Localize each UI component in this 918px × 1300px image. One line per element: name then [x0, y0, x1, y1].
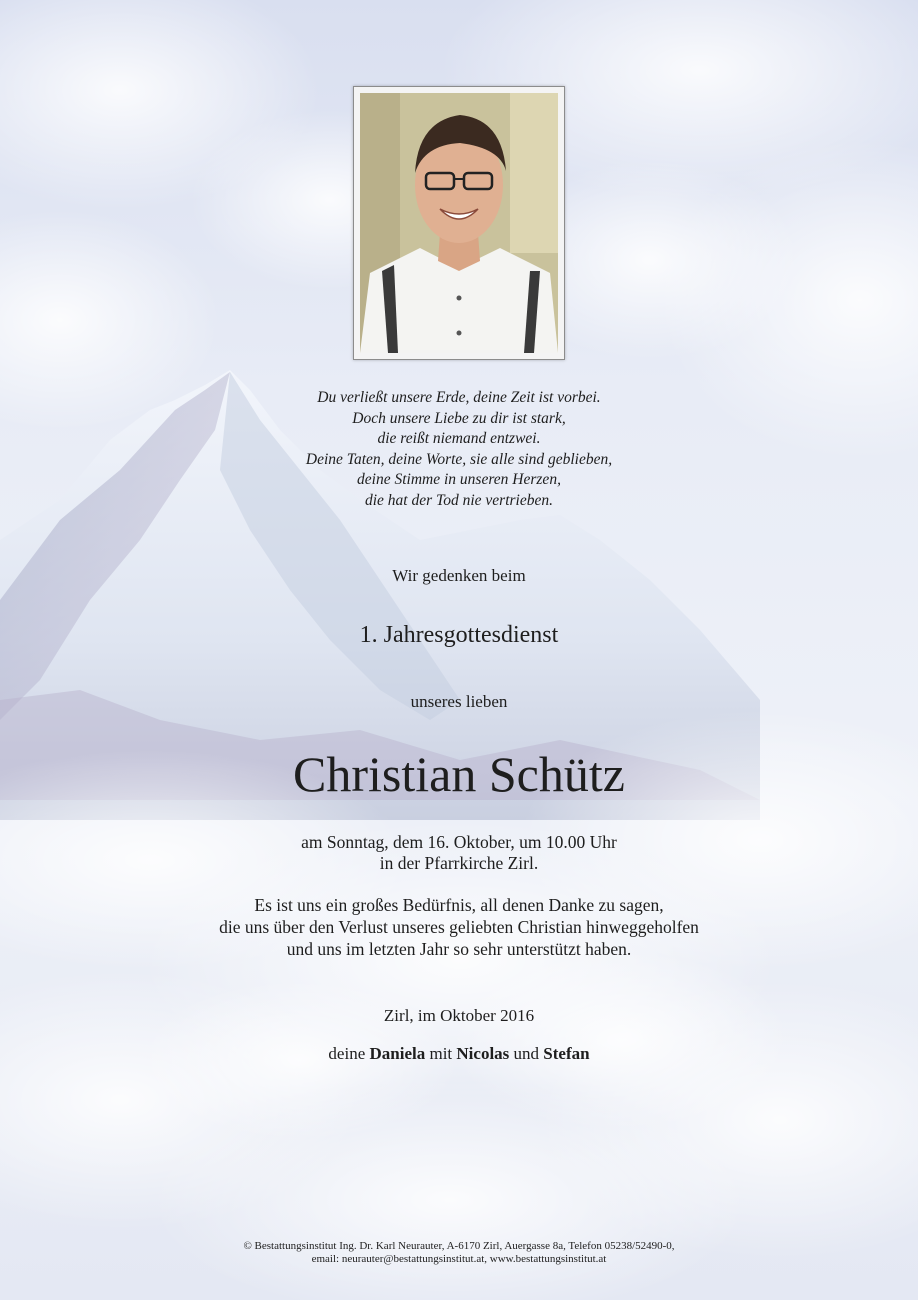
place-date: Zirl, im Oktober 2016: [383, 1006, 535, 1025]
family-name-stefan: Stefan: [543, 1044, 590, 1063]
thanks-line: und uns im letzten Jahr so sehr unterstützt haben.: [286, 939, 632, 959]
thanks-text: [0, 894, 918, 960]
poem-line: Du verließt unsere Erde, deine Zeit ist vorbei.: [317, 389, 601, 406]
footer-address: © Bestattungsinstitut Ing. Dr. Karl Neurauter, A-6170 Zirl, Auergasse 8a, Telefon 05238/52490-0,: [243, 1240, 675, 1252]
signature: [0, 1044, 918, 1064]
poem-line: die hat der Tod nie vertrieben.: [365, 491, 553, 509]
signature-text: mit: [425, 1044, 457, 1063]
thanks-line: Es ist uns ein großes Bedürfnis, all denen Danke zu sagen,: [254, 895, 664, 915]
poem-line: die reißt niemand entzwei.: [377, 430, 541, 447]
signature-text: und: [509, 1044, 544, 1063]
service-location: in der Pfarrkirche Zirl.: [379, 853, 539, 873]
footer: [0, 1240, 918, 1266]
loved-text: unseres lieben: [410, 692, 508, 711]
portrait-photo: [360, 93, 558, 353]
thanks-line: die uns über den Verlust unseres geliebten Christian hinweggeholfen: [219, 917, 699, 937]
signature-text: deine: [328, 1044, 370, 1063]
service-title: 1. Jahresgottesdienst: [359, 622, 559, 648]
poem-line: Deine Taten, deine Worte, sie alle sind geblieben,: [305, 450, 613, 468]
memorial-poem: [200, 388, 718, 511]
poem-line: Doch unsere Liebe zu dir ist stark,: [352, 409, 566, 427]
family-name-nicolas: Nicolas: [456, 1044, 510, 1063]
deceased-name: Christian Schütz: [293, 746, 625, 802]
poem-line: deine Stimme in unseren Herzen,: [357, 471, 561, 488]
service-date: am Sonntag, dem 16. Oktober, um 10.00 Uhr: [301, 832, 617, 852]
portrait-frame: [353, 86, 565, 360]
footer-contact: email: neurauter@bestattungsinstitut.at, www.bestattungsinstitut.at: [311, 1253, 607, 1265]
intro-text: Wir gedenken beim: [392, 566, 526, 585]
family-name-daniela: Daniela: [369, 1044, 426, 1063]
